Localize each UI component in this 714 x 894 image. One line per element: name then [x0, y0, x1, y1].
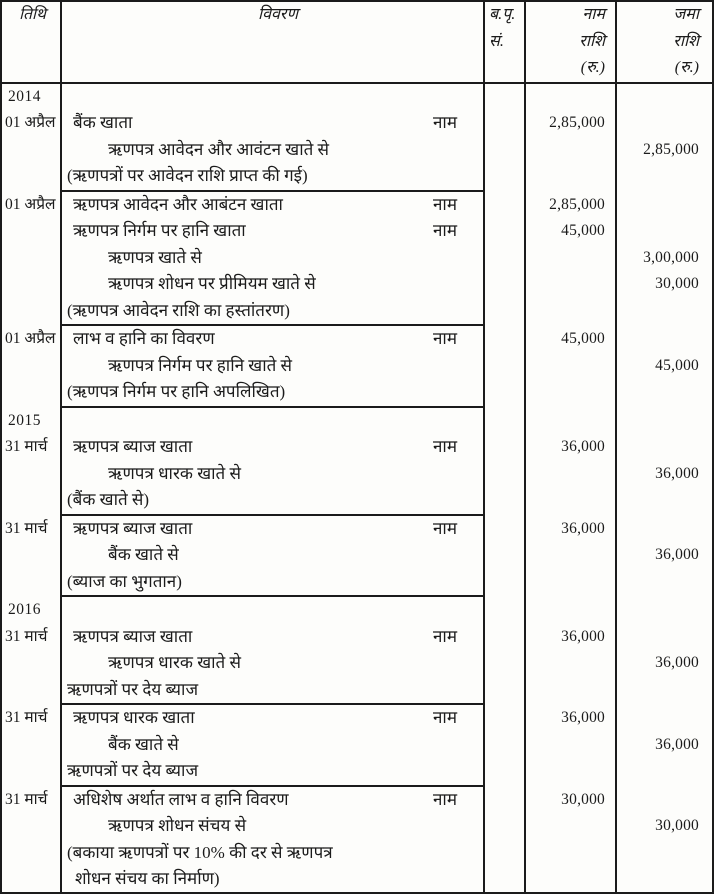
col-header-folio-line2: सं.: [489, 32, 504, 50]
entry-date-cell: [2, 192, 60, 327]
credit-amount: [617, 110, 699, 137]
particulars-line: [73, 732, 483, 759]
particulars-line: [67, 298, 483, 325]
particulars-line: [73, 218, 483, 245]
dr-label: नाम: [432, 194, 457, 214]
particulars-line: [73, 110, 483, 137]
entry-debit-cell: [524, 597, 615, 705]
entry-debit-cell: [524, 787, 615, 893]
particulars-text: (ब्याज का भुगतान): [67, 571, 182, 591]
credit-amount: [617, 758, 699, 785]
entry-credit-cell: [615, 597, 712, 705]
entry-folio-cell: [485, 84, 524, 192]
debit-amount: 36,000: [561, 709, 605, 726]
particulars-spacer-line: [73, 597, 483, 624]
particulars-line: [67, 840, 483, 867]
credit-amount: [617, 379, 699, 406]
entry-debit-cell: [524, 326, 615, 408]
credit-amount: 45,000: [655, 356, 699, 374]
particulars-line: [73, 353, 483, 380]
particulars-text: ऋणपत्रों पर देय ब्याज: [67, 679, 199, 699]
entry-date-cell: [2, 326, 60, 408]
credit-amount: 36,000: [655, 735, 699, 753]
entry-folio-cell: [485, 705, 524, 787]
entry-date: 31 मार्च: [5, 519, 48, 537]
particulars-text: शोधन संचय का निर्माण): [75, 869, 220, 888]
credit-amount: 30,000: [655, 275, 699, 292]
credit-amount: [617, 624, 699, 651]
particulars-line: [67, 379, 483, 406]
particulars-text: बैंक खाते से: [108, 734, 179, 754]
particulars-line: [73, 137, 483, 164]
particulars-line: [67, 677, 483, 704]
debit-amount: [526, 245, 605, 272]
col-header-debit-line2: राशि: [579, 32, 605, 50]
credit-amount: [617, 597, 699, 624]
debit-amount: [526, 353, 605, 380]
particulars-line: [67, 758, 483, 785]
entry-credit-cell: [615, 84, 712, 192]
particulars-line: [73, 192, 483, 219]
debit-amount: [526, 84, 605, 111]
particulars-line: [73, 461, 483, 488]
entry-year: 2016: [8, 601, 41, 618]
dr-label: नाम: [432, 789, 457, 809]
entry-date: 31 मार्च: [5, 709, 48, 726]
particulars-text: ऋणपत्र शोधन संचय से: [108, 816, 247, 835]
entry-date-cell: [2, 408, 60, 516]
entry-credit-cell: [615, 192, 712, 327]
particulars-line: [75, 866, 483, 893]
particulars-text: ऋणपत्र ब्याज खाता: [73, 518, 193, 538]
debit-amount: 36,000: [561, 627, 605, 645]
col-header-date: [2, 2, 60, 82]
entry-date-cell: [2, 516, 60, 598]
credit-amount: 36,000: [655, 546, 699, 563]
particulars-line: [73, 624, 483, 651]
col-header-credit-line1: जमा: [673, 6, 699, 23]
entry-debit-cell: [524, 705, 615, 787]
col-header-particulars: [60, 2, 485, 82]
particulars-text: ऋणपत्र आवेदन और आबंटन खाता: [73, 194, 283, 214]
debit-amount: 30,000: [561, 790, 605, 808]
entry-folio-cell: [485, 787, 524, 893]
journal-entry-row: [2, 192, 712, 327]
entry-debit-cell: [524, 516, 615, 598]
particulars-line: [73, 542, 483, 569]
credit-amount: [617, 192, 699, 219]
particulars-line: [67, 569, 483, 596]
entry-particulars-cell: [60, 84, 485, 192]
entry-folio-cell: [485, 597, 524, 705]
debit-amount: [526, 408, 605, 435]
particulars-spacer-line: [73, 408, 483, 435]
dr-label: नाम: [432, 708, 457, 727]
entry-year: 2014: [8, 87, 41, 105]
entry-year: 2015: [8, 411, 41, 429]
particulars-line: [73, 705, 483, 732]
credit-amount: [617, 84, 699, 111]
particulars-text: (ऋणपत्र आवेदन राशि का हस्तांतरण): [67, 300, 290, 320]
particulars-text: (बकाया ऋणपत्रों पर 10% की दर से ऋणपत्र: [67, 842, 333, 862]
debit-amount: [526, 650, 605, 677]
credit-amount: 36,000: [655, 654, 699, 671]
entry-particulars-cell: [60, 597, 485, 705]
credit-amount: 36,000: [655, 464, 699, 482]
entry-credit-cell: [615, 787, 712, 893]
entry-folio-cell: [485, 192, 524, 327]
col-header-folio: [485, 2, 524, 82]
col-header-debit-line1: नाम: [582, 6, 605, 23]
particulars-text: ऋणपत्र धारक खाता: [73, 708, 195, 727]
debit-amount: [526, 461, 605, 488]
debit-amount: [526, 597, 605, 624]
debit-amount: [526, 379, 605, 406]
particulars-line: [73, 271, 483, 298]
credit-amount: [617, 218, 699, 245]
particulars-text: ऋणपत्र शोधन पर प्रीमियम खाते से: [108, 274, 316, 293]
entry-particulars-cell: [60, 408, 485, 516]
journal-entry-row: [2, 705, 712, 787]
particulars-text: ऋणपत्र आवेदन और आवंटन खाते से: [108, 139, 330, 159]
credit-amount: [617, 840, 699, 867]
entry-particulars-cell: [60, 326, 485, 408]
dr-label: नाम: [432, 626, 457, 646]
credit-amount: [617, 516, 699, 543]
journal-entry-row: [2, 326, 712, 408]
entry-particulars-cell: [60, 787, 485, 893]
particulars-text: ऋणपत्र निर्गम पर हानि खाता: [73, 221, 246, 240]
particulars-line: [67, 163, 483, 190]
debit-amount: [526, 866, 605, 893]
journal-entry-row: [2, 787, 712, 893]
entry-debit-cell: [524, 84, 615, 192]
debit-amount: [526, 758, 605, 785]
col-header-debit: [524, 2, 615, 82]
credit-amount: [617, 705, 699, 732]
dr-label: नाम: [432, 221, 457, 240]
particulars-line: [73, 245, 483, 272]
entry-date-cell: [2, 787, 60, 893]
debit-amount: [526, 569, 605, 596]
particulars-text: (ऋणपत्र निर्गम पर हानि अपलिखित): [67, 382, 286, 401]
particulars-line: [73, 326, 483, 353]
debit-amount: [526, 271, 605, 298]
particulars-text: बैंक खाते से: [108, 545, 179, 564]
debit-amount: 45,000: [561, 330, 605, 347]
debit-amount: [526, 298, 605, 325]
credit-amount: [617, 163, 699, 190]
entry-credit-cell: [615, 326, 712, 408]
entry-date: 01 अप्रैल: [5, 195, 56, 213]
entry-date: 31 मार्च: [5, 438, 48, 455]
particulars-line: [67, 487, 483, 514]
table-body: [2, 84, 712, 893]
particulars-text: लाभ व हानि का विवरण: [73, 329, 215, 348]
entry-particulars-cell: [60, 516, 485, 598]
entry-date: 01 अप्रैल: [5, 114, 56, 131]
entry-date-cell: [2, 84, 60, 192]
credit-amount: [617, 787, 699, 814]
col-header-date-label: तिथि: [19, 6, 46, 23]
particulars-text: (ऋणपत्रों पर आवेदन राशि प्राप्त की गई): [67, 166, 308, 185]
particulars-line: [73, 516, 483, 543]
debit-amount: [526, 840, 605, 867]
entry-particulars-cell: [60, 705, 485, 787]
col-header-particulars-label: विवरण: [257, 6, 299, 23]
dr-label: नाम: [432, 113, 457, 132]
debit-amount: 36,000: [561, 438, 605, 455]
debit-amount: [526, 137, 605, 164]
entry-credit-cell: [615, 705, 712, 787]
particulars-text: ऋणपत्र निर्गम पर हानि खाते से: [108, 355, 293, 375]
entry-folio-cell: [485, 516, 524, 598]
particulars-text: ऋणपत्र ब्याज खाता: [73, 626, 193, 646]
dr-label: नाम: [432, 329, 457, 348]
debit-amount: [526, 677, 605, 704]
entry-date-cell: [2, 597, 60, 705]
particulars-text: (बैंक खाते से): [67, 490, 150, 509]
entry-folio-cell: [485, 408, 524, 516]
particulars-text: ऋणपत्रों पर देय ब्याज: [67, 761, 199, 780]
credit-amount: [617, 569, 699, 596]
credit-amount: [617, 866, 699, 893]
entry-credit-cell: [615, 408, 712, 516]
debit-amount: [526, 163, 605, 190]
debit-amount: 2,85,000: [549, 114, 605, 131]
table-header-row: [2, 2, 712, 84]
particulars-line: [73, 813, 483, 840]
entry-debit-cell: [524, 408, 615, 516]
credit-amount: [617, 298, 699, 325]
journal-entry-row: [2, 597, 712, 705]
particulars-text: ऋणपत्र खाते से: [108, 247, 202, 267]
entry-credit-cell: [615, 516, 712, 598]
credit-amount: 2,85,000: [643, 140, 699, 158]
credit-amount: [617, 408, 699, 435]
entry-particulars-cell: [60, 192, 485, 327]
particulars-text: अधिशेष अर्थात लाभ व हानि विवरण: [73, 789, 289, 809]
col-header-debit-line3: (रु.): [580, 59, 605, 76]
particulars-line: [73, 650, 483, 677]
entry-date: 31 मार्च: [5, 790, 48, 808]
particulars-text: ऋणपत्र ब्याज खाता: [73, 437, 193, 456]
debit-amount: [526, 813, 605, 840]
journal-entry-row: [2, 408, 712, 516]
col-header-credit: [615, 2, 712, 82]
journal-entry-row: [2, 84, 712, 192]
entry-debit-cell: [524, 192, 615, 327]
particulars-line: [73, 787, 483, 814]
credit-amount: [617, 487, 699, 514]
journal-entry-row: [2, 516, 712, 598]
col-header-credit-line3: (रु.): [674, 59, 699, 76]
particulars-text: ऋणपत्र धारक खाते से: [108, 653, 241, 672]
entry-folio-cell: [485, 326, 524, 408]
credit-amount: 30,000: [655, 817, 699, 834]
col-header-folio-line1: ब.पृ.: [489, 6, 516, 23]
debit-amount: 2,85,000: [549, 195, 605, 213]
debit-amount: [526, 542, 605, 569]
particulars-spacer-line: [73, 84, 483, 111]
debit-amount: 36,000: [561, 519, 605, 537]
dr-label: नाम: [432, 437, 457, 456]
credit-amount: [617, 326, 699, 353]
credit-amount: [617, 434, 699, 461]
particulars-line: [73, 434, 483, 461]
credit-amount: [617, 677, 699, 704]
particulars-text: बैंक खाता: [73, 113, 133, 132]
entry-date-cell: [2, 705, 60, 787]
debit-amount: [526, 732, 605, 759]
entry-date: 01 अप्रैल: [5, 330, 56, 347]
dr-label: नाम: [432, 518, 457, 538]
credit-amount: 3,00,000: [643, 248, 699, 266]
debit-amount: 45,000: [561, 222, 605, 239]
particulars-text: ऋणपत्र धारक खाते से: [108, 463, 241, 483]
col-header-credit-line2: राशि: [673, 32, 699, 50]
debit-amount: [526, 487, 605, 514]
entry-date: 31 मार्च: [5, 627, 48, 645]
